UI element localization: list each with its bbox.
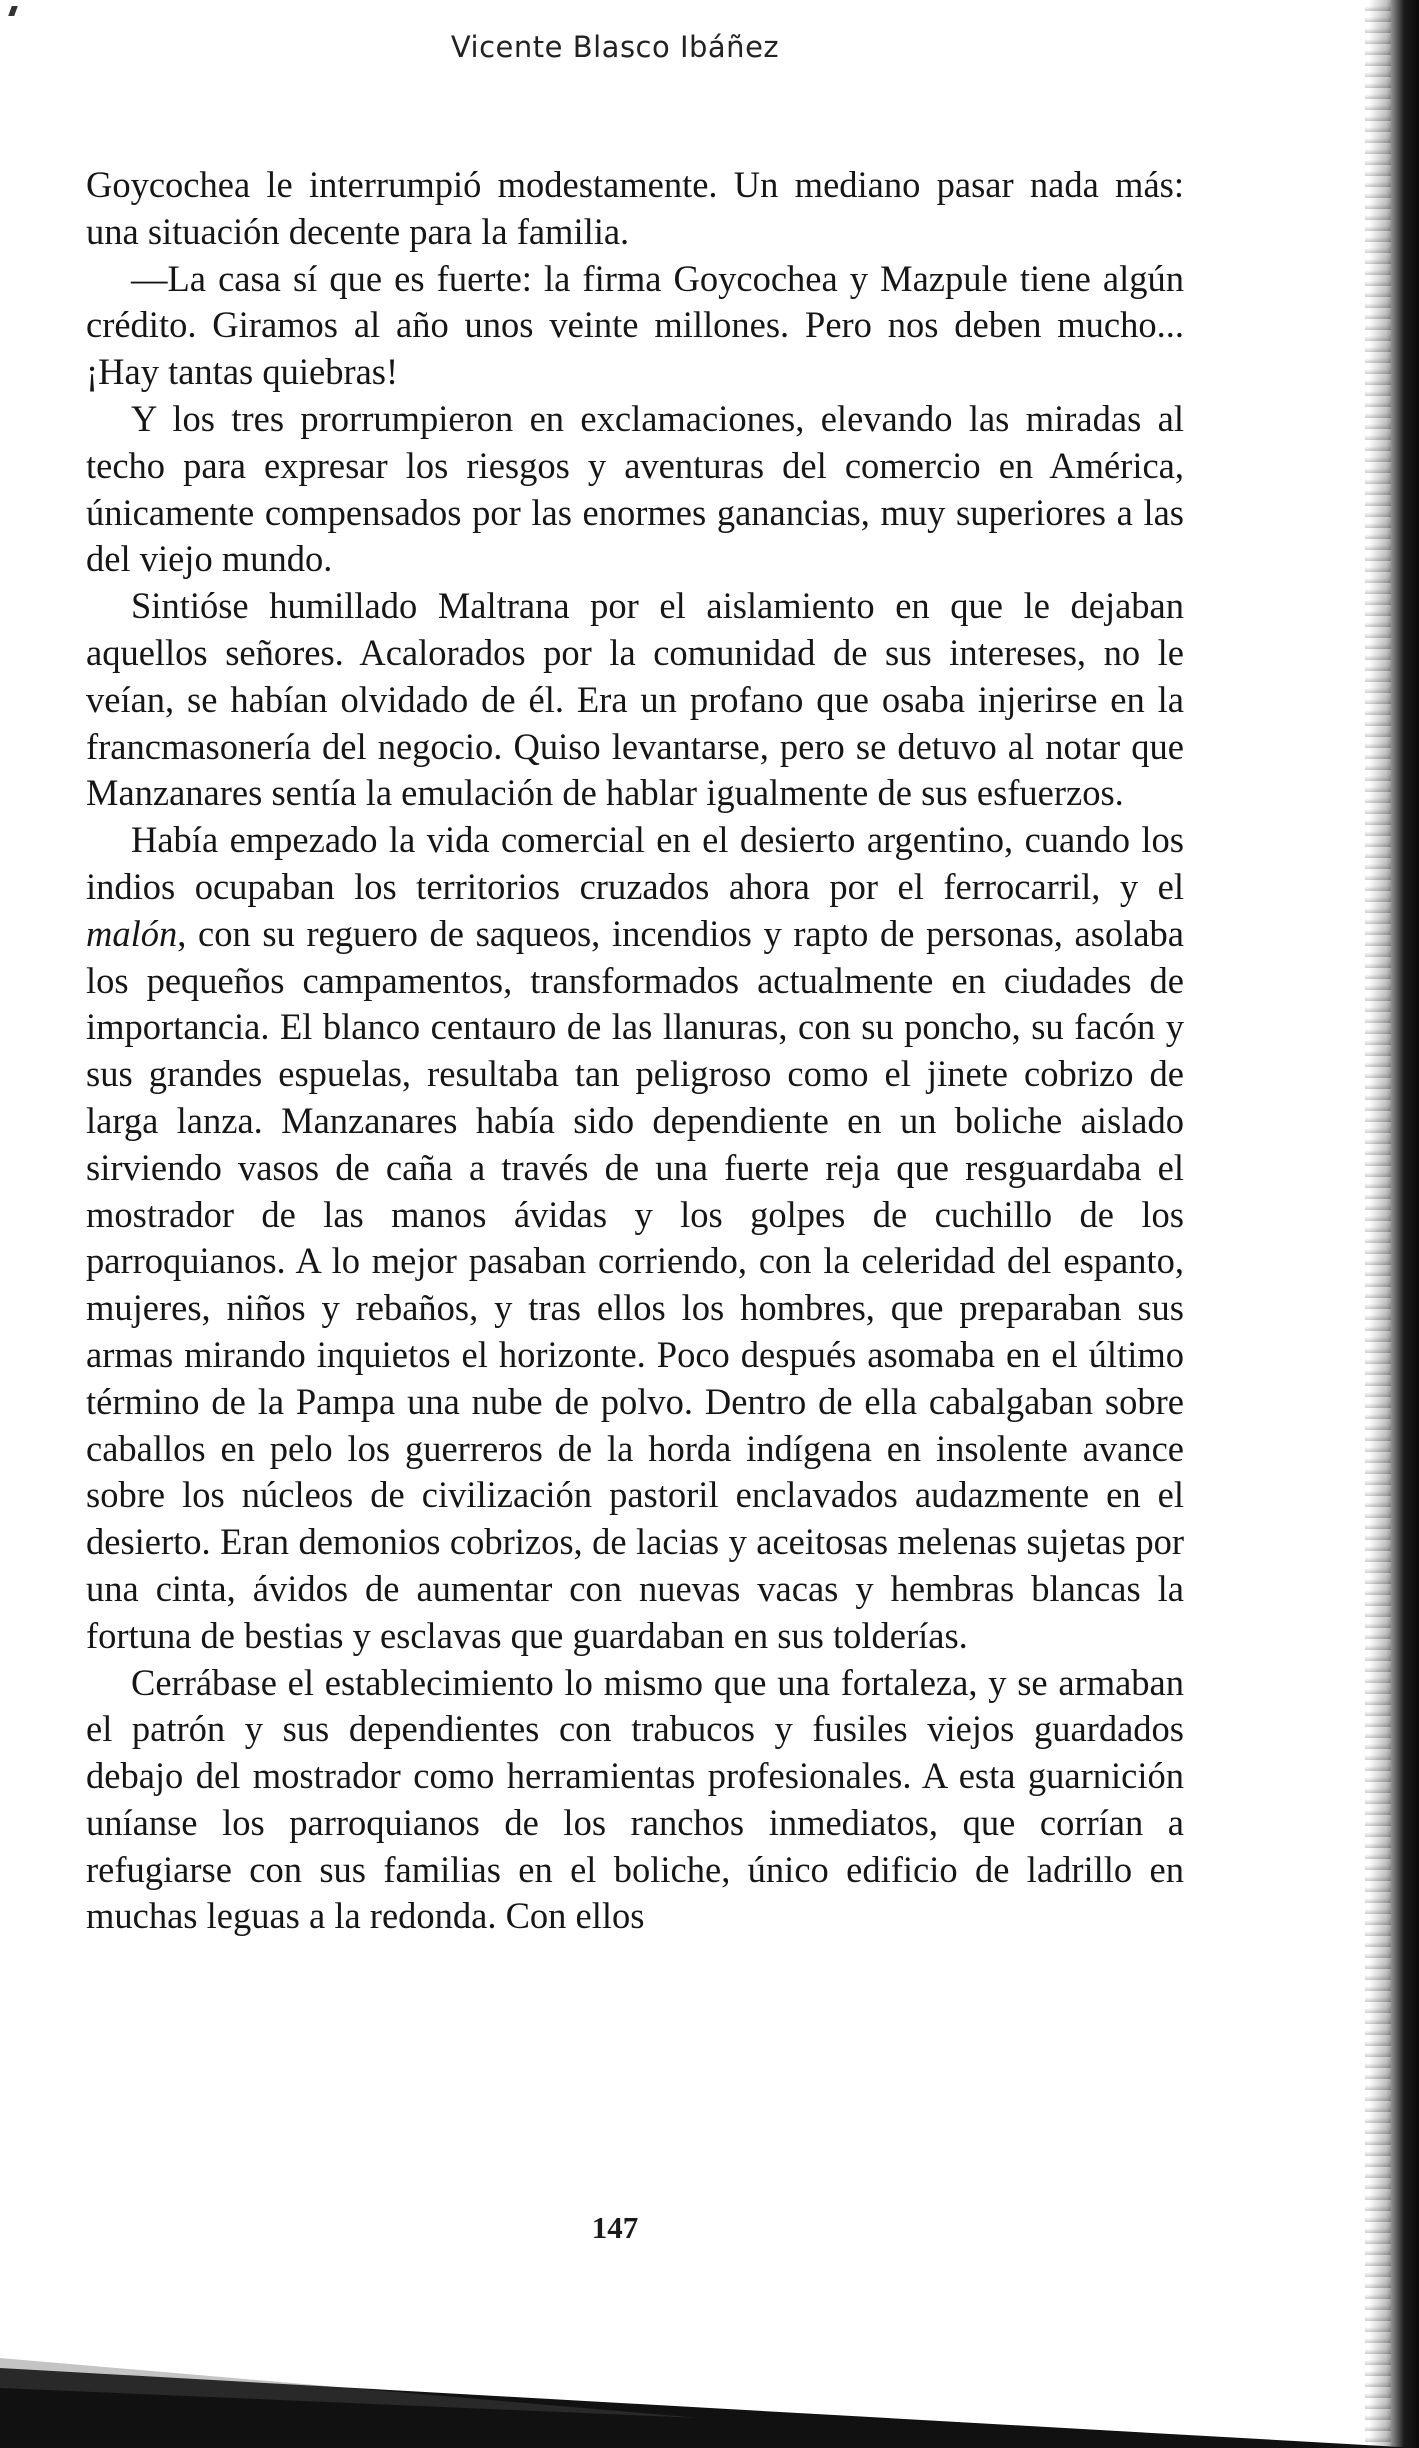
paragraph	[86, 1660, 1184, 1941]
body-text	[86, 162, 1184, 1940]
text-run: Cerrábase el establecimiento lo mismo que una fortaleza, y se armaban el patrón y sus dependientes con trabucos y fusiles viejos guardados debajo del mostrador como herramientas profesionales. A esta guarnición uníanse los parroquianos de los ranchos inmediatos, que corrían a refugiarse con sus familias en el boliche, único edificio de ladrillo en muchas leguas a la redonda. Con ellos	[86, 1661, 1184, 1937]
page-curl-shadow	[0, 2328, 1419, 2448]
binding-texture	[1365, 0, 1391, 2448]
paragraph	[86, 162, 1184, 256]
italic-term: malón	[86, 912, 178, 954]
scan-speck	[8, 6, 18, 16]
paragraph	[86, 583, 1184, 817]
text-run: Había empezado la vida comercial en el desierto argentino, cuando los indios ocupaban los territorios cruzados ahora por el ferrocarril, y el	[86, 819, 1184, 907]
text-run: Y los tres prorrumpieron en exclamaciones, elevando las miradas al techo para expresar los riesgos y aventuras del comercio en América, únicamente compensados por las enormes ganancias, muy superiores a las del viejo mundo.	[86, 397, 1184, 580]
text-run: , con su reguero de saqueos, incendios y rapto de personas, asolaba los pequeños campamentos, transformados actualmente en ciudades de importancia. El blanco centauro de las llanuras, con su poncho, su facón y sus grandes espuelas, resultaba tan peligroso como el jinete cobrizo de larga lanza. Manzanares había sido dependiente en un boliche aislado sirviendo vasos de caña a través de una fuerte reja que resguardaba el mostrador de las manos ávidas y los golpes de cuchillo de los parroquianos. A lo mejor pasaban corriendo, con la celeridad del espanto, mujeres, niños y rebaños, y tras ellos los hombres, que preparaban sus armas mirando inquietos el horizonte. Poco después asomaba en el último término de la Pampa una nube de polvo. Dentro de ella cabalgaban sobre caballos en pelo los guerreros de la horda indígena en insolente avance sobre los núcleos de civilización pastoril enclavados audazmente en el desierto. Eran demonios cobrizos, de lacias y aceitosas melenas sujetas por una cinta, ávidos de aumentar con nuevas vacas y hembras blancas la fortuna de bestias y esclavas que guardaban en sus tolderías.	[86, 912, 1184, 1656]
page-number: 147	[591, 2210, 639, 2245]
running-head: Vicente Blasco Ibáñez	[450, 30, 780, 64]
paragraph	[86, 256, 1184, 396]
paragraph	[86, 396, 1184, 583]
text-run: Sintióse humillado Maltrana por el aislamiento en que le dejaban aquellos señores. Acalorados por la comunidad de sus intereses, no le veían, se habían olvidado de él. Era un profano que osaba injerirse en la francmasonería del negocio. Quiso levantarse, pero se detuvo al notar que Manzanares sentía la emulación de hablar igualmente de sus esfuerzos.	[86, 585, 1184, 814]
text-run: —La casa sí que es fuerte: la firma Goycochea y Mazpule tiene algún crédito. Giramos al año unos veinte millones. Pero nos deben mucho... ¡Hay tantas quiebras!	[86, 257, 1184, 393]
text-run: Goycochea le interrumpió modestamente. Un mediano pasar nada más: una situación decente para la familia.	[86, 164, 1184, 252]
paragraph	[86, 817, 1184, 1659]
